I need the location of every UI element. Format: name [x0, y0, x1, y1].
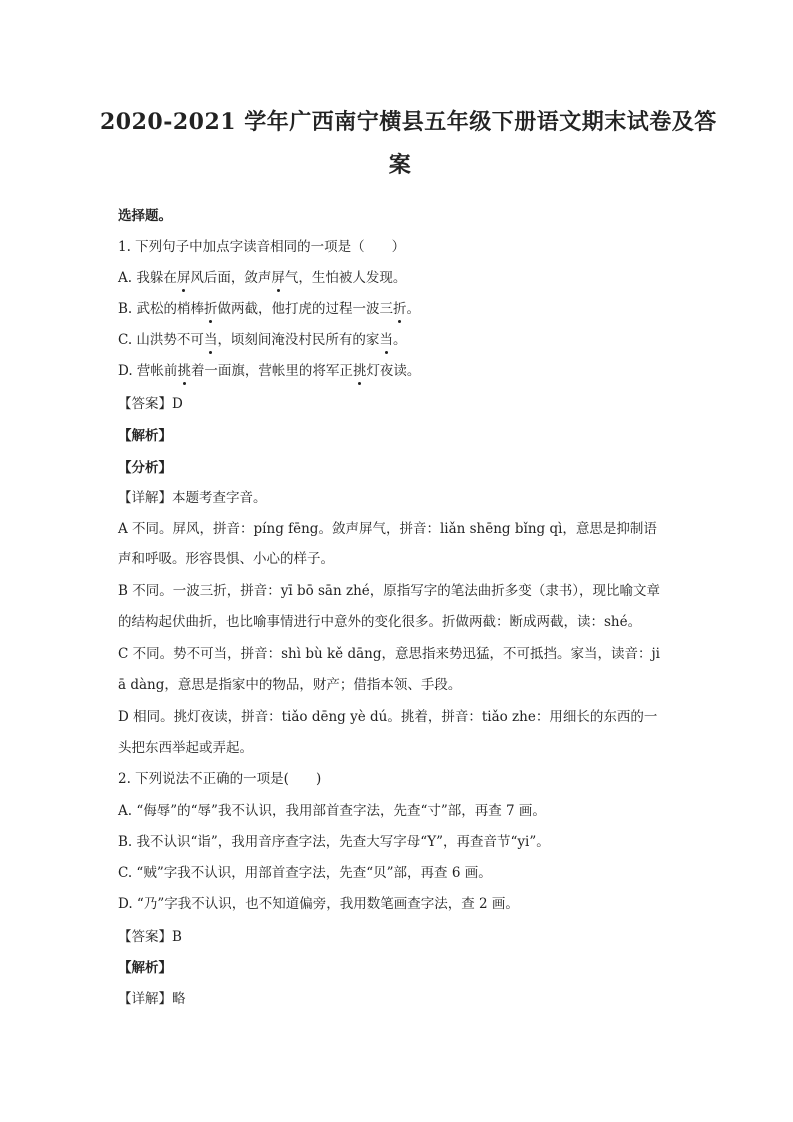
- question-1-stem: 1. 下列句子中加点字读音相同的一项是（ ）: [118, 239, 406, 255]
- explanation-c-line-1: C 不同。势不可当，拼音：shì bù kě dāng，意思指来势迅猛，不可抵挡。家当，读音：ji: [118, 646, 660, 662]
- document-title-line-2: 案: [388, 152, 412, 178]
- question-2-option-a: A. “侮辱”的“辱”我不认识，我用部首查字法，先查“寸”部，再查 7 画。: [118, 803, 546, 819]
- dotted-char: 屏: [176, 270, 191, 286]
- section-heading: 选择题。: [118, 208, 172, 224]
- question-1-detail: 【详解】本题考查字音。: [118, 490, 267, 506]
- option-text: 气，生怕被人发现。: [284, 270, 407, 286]
- question-2-answer: 【答案】B: [118, 929, 182, 945]
- question-2-option-b: B. 我不认识“诣”，我用音序查字法，先查大写字母“Y”，再查音节“yi”。: [118, 834, 550, 850]
- dotted-char: 折: [393, 301, 407, 317]
- option-text: C. 山洪势不可: [118, 332, 204, 348]
- question-1-analysis-label: 【解析】: [118, 428, 172, 444]
- option-text: ，顷刻间淹没村民所有的家: [217, 332, 380, 348]
- option-text: B. 武松的梢棒: [118, 301, 205, 317]
- explanation-d-line-1: D 相同。挑灯夜读，拼音：tiǎo dēng yè dú。挑着，拼音：tiǎo zhe：用细长的东西的一: [118, 709, 658, 725]
- question-2-stem: 2. 下列说法不正确的一项是( ): [118, 771, 322, 787]
- question-2-analysis-label: 【解析】: [118, 960, 172, 976]
- option-text: 着一面旗，营帐里的将军正: [190, 363, 353, 379]
- explanation-a-line-1: A 不同。屏风，拼音：píng fēng。敛声屏气，拼音：liǎn shēng bǐng qì，意思是抑制语: [118, 521, 657, 537]
- dotted-char: 挑: [352, 363, 367, 379]
- question-1-option-d: [118, 362, 420, 380]
- option-text: 灯夜读。: [366, 363, 421, 379]
- dotted-char: 折: [204, 301, 218, 317]
- option-text: 风后面，敛声: [190, 270, 272, 286]
- explanation-d-line-2: 头把东西举起或弄起。: [118, 740, 253, 756]
- question-1-option-b: [118, 300, 420, 318]
- explanation-b-line-2: 的结构起伏曲折，也比喻事情进行中意外的变化很多。折做两截：断成两截，读：shé。: [118, 614, 642, 630]
- explanation-c-line-2: ā dàng，意思是指家中的物品，财产；借指本领、手段。: [118, 677, 462, 693]
- question-1-option-c: [118, 331, 406, 349]
- option-text: 。: [392, 332, 407, 348]
- document-title-line-1: 2020-2021 学年广西南宁横县五年级下册语文期末试卷及答: [100, 109, 717, 135]
- option-text: 。: [406, 301, 421, 317]
- dotted-char: 屏: [271, 270, 285, 286]
- question-2-option-d: D. “乃”字我不认识，也不知道偏旁，我用数笔画查字法，查 2 画。: [118, 896, 519, 912]
- explanation-a-line-2: 声和呼吸。形容畏惧、小心的样子。: [118, 551, 334, 567]
- dotted-char: 挑: [177, 363, 191, 379]
- option-text: D. 营帐前: [118, 363, 178, 379]
- dotted-char: 当: [379, 332, 393, 348]
- question-2-detail: 【详解】略: [118, 991, 186, 1007]
- question-1-fenxi-label: 【分析】: [118, 460, 172, 476]
- option-text: 做两截，他打虎的过程一波三: [217, 301, 394, 317]
- question-1-answer: 【答案】D: [118, 396, 183, 412]
- question-2-option-c: C. “贼”字我不认识，用部首查字法，先查“贝”部，再查 6 画。: [118, 865, 492, 881]
- option-text: A. 我躲在: [118, 270, 177, 286]
- dotted-char: 当: [203, 332, 218, 348]
- question-1-option-a: [118, 269, 406, 287]
- explanation-b-line-1: B 不同。一波三折，拼音：yī bō sān zhé，原指写字的笔法曲折多变（隶书），现比喻文章: [118, 583, 661, 599]
